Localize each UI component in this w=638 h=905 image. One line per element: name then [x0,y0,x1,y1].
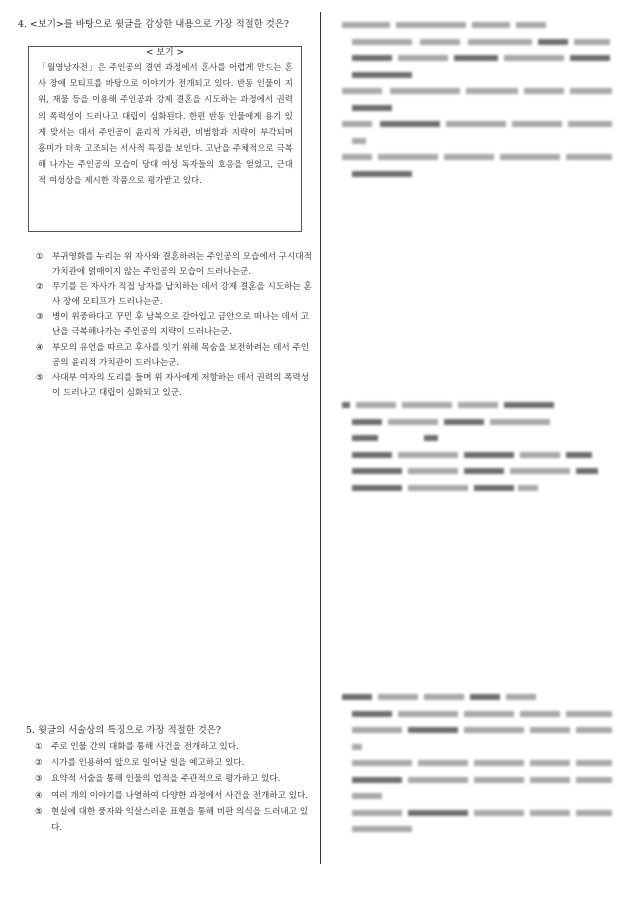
q4-choice-3[interactable] [36,310,314,340]
blurred-line [342,485,614,492]
choice-number: ⑤ [36,372,44,383]
choice-text: 병이 위중하다고 꾸민 후 남복으로 갈아입고 금안으로 떠나는 데서 고난을 극복해나가는 주인공의 지략이 드러나는군. [52,312,310,338]
blurred-line [342,419,614,426]
choice-text: 현실에 대한 풍자와 익살스러운 표현을 통해 비판 의식을 드러내고 있다. [51,806,309,834]
choice-number: ① [36,252,44,262]
bogi-box [28,46,302,232]
blurred-line [342,468,614,475]
blurred-line [342,154,614,161]
choice-number: ③ [35,774,43,785]
q5-choice-3[interactable] [35,771,316,787]
blurred-line [342,138,614,145]
question-5 [26,724,316,836]
blurred-line [342,694,614,701]
q5-choice-2[interactable] [35,755,316,771]
q5-choice-1[interactable] [35,739,316,755]
blurred-line [342,55,614,62]
choice-number: ⑤ [35,806,43,817]
choice-text: 부모의 유언을 따르고 후사를 잇기 위해 목숨을 보전하려는 데서 주인공의 윤리적 가치관이 드러나는군. [52,342,310,368]
blurred-line [342,810,614,817]
blurred-line [342,121,614,128]
blurred-line [342,105,614,112]
q4-choice-2[interactable] [36,280,314,310]
blurred-line [342,826,614,833]
blurred-text-block-3 [342,694,614,843]
choice-text: 요약적 서술을 통해 인물의 업적을 주관적으로 평가하고 있다. [51,774,281,785]
bogi-text: 「월영낭자전」은 주인공의 결연 과정에서 혼사를 어렵게 만드는 혼사 장애 모티프를 바탕으로 이야기가 전개되고 있다. 반동 인물이 지위, 재물 등을 이용해 주인공과 강제 결혼을 시도하는 과정에서 권력의 폭력성이 드러나고 대립이 심화된다. 한편 반동 인물에게 용기 있게 맞서는 대서 주인공이 윤리적 가치관, 비범함과 지략이 부각되며 흥미가 더욱 고조되는 서사적 특징을 보인다. 고난을 주체적으로 극복해 나가는 주인공의 모습이 당대 여성 독자들의 호응을 얻었고, 근대적 여성상을 제시한 작품으로 평가받고 있다. [38,62,293,186]
choice-text: 무기를 든 자사가 직접 낭자를 납치하는 데서 강제 결혼을 시도하는 혼사 장애 모티프가 드러나는군. [52,282,312,308]
bogi-label: < 보기 > [140,48,190,58]
blurred-line [342,22,614,29]
column-divider [320,12,321,864]
choice-number: ④ [35,790,43,801]
blurred-line [342,760,614,767]
blurred-line [342,744,614,751]
blurred-line [342,171,614,178]
choice-text: 시가를 인용하여 앞으로 일어날 일을 예고하고 있다. [51,758,245,769]
blurred-line [342,72,614,79]
choice-number: ② [35,758,43,769]
question-4-choices [36,250,314,401]
q4-choice-4[interactable] [36,341,314,371]
blurred-text-block-1 [342,22,614,187]
choice-number: ② [36,282,44,293]
choice-text: 부귀영화를 누리는 위 자사와 결혼하려는 주인공의 모습에서 구시대적 가치관에 얽매이지 않는 주인공의 모습이 드러나는군. [52,252,312,278]
choice-text: 사대부 여자의 도리를 들며 위 자사에게 저항하는 데서 권력의 폭력성이 드러나고 대립이 심화되고 있군. [52,372,310,398]
question-5-title: 5. 윗글의 서술상의 특징으로 가장 적절한 것은? [26,725,221,736]
choice-number: ④ [36,342,44,353]
blurred-line [342,777,614,784]
q4-choice-5[interactable] [36,371,314,401]
choice-text: 여러 개의 이야기를 나열하여 다양한 과정에서 사건을 전개하고 있다. [51,790,309,801]
blurred-line [342,88,614,95]
blurred-line [342,39,614,46]
q5-choice-4[interactable] [35,788,316,804]
blurred-line [342,793,614,800]
choice-text: 주로 인물 간의 대화를 통해 사건을 전개하고 있다. [51,742,239,752]
blurred-line [342,452,614,459]
question-4-title: 4. <보기>를 바탕으로 윗글을 감상한 내용으로 가장 적절한 것은? [18,19,289,30]
blurred-text-block-2 [342,402,614,501]
left-column [18,18,316,398]
blurred-line [342,727,614,734]
q5-choice-5[interactable] [35,804,316,836]
blurred-line [342,711,614,718]
blurred-line [342,402,614,409]
choice-number: ① [35,742,43,752]
bogi-label-wrap [29,40,301,59]
question-5-choices [35,739,316,836]
choice-number: ③ [36,312,44,323]
blurred-line [342,435,614,442]
q4-choice-1[interactable] [36,250,314,280]
